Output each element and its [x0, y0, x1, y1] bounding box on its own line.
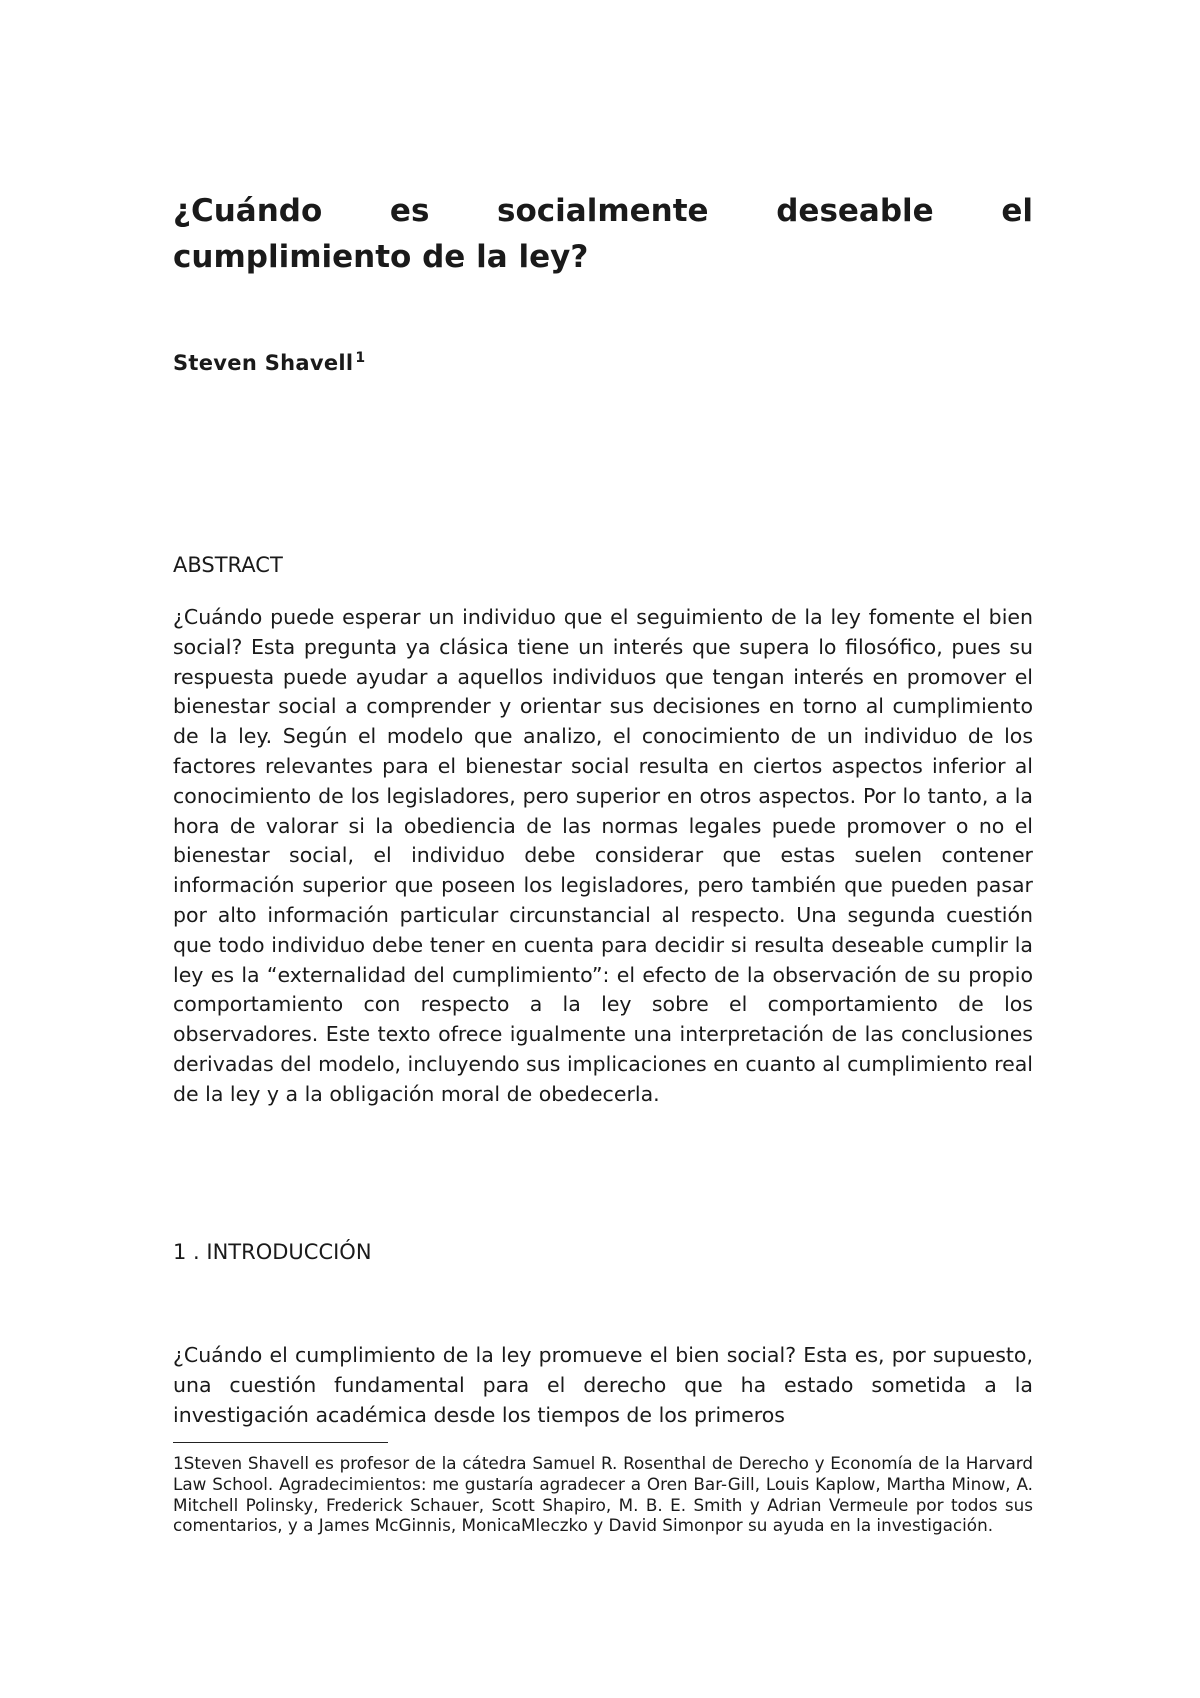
abstract-heading: ABSTRACT — [173, 553, 283, 577]
introduction-paragraph: ¿Cuándo el cumplimiento de la ley promueve el bien social? Esta es, por supuesto, una cuestión fundamental para el derecho que ha estado sometida a la investigación académica desde los tiempos de los primeros — [173, 1343, 1033, 1427]
introduction-heading: 1 . INTRODUCCIÓN — [173, 1240, 372, 1264]
footnote-text: 1Steven Shavell es profesor de la cátedra Samuel R. Rosenthal de Derecho y Economía de la Harvard Law School. Agradecimientos: me gustaría agradecer a Oren Bar-Gill, Louis Kaplow, Martha Minow, A. Mitchell Polinsky, Frederick Schauer, Scott Shapiro, M. B. E. Smith y Adrian Vermeule por todos sus comentarios, y a James McGinnis, MonicaMleczko y David Simonpor su ayuda en la investigación. — [173, 1453, 1033, 1536]
title-line-2: cumplimiento de la ley? — [173, 239, 589, 275]
title-line-1: ¿Cuándo es socialmente deseable el — [173, 193, 1033, 229]
footnote-separator — [173, 1442, 388, 1443]
abstract-paragraph: ¿Cuándo puede esperar un individuo que el seguimiento de la ley fomente el bien social? Esta pregunta ya clásica tiene un interés que supera lo filosófico, pues su respuesta puede ayudar a aquellos individuos que tengan interés en promover el bienestar social a comprender y orientar sus decisiones en torno al cumplimiento de la ley. Según el modelo que analizo, el conocimiento de un individuo de los factores relevantes para el bienestar social resulta en ciertos aspectos inferior al conocimiento de los legisladores, pero superior en otros aspectos. Por lo tanto, a la hora de valorar si la obediencia de las normas legales puede promover o no el bienestar social, el individuo debe considerar que estas suelen contener información superior que poseen los legisladores, pero también que pueden pasar por alto información particular circunstancial al respecto. Una segunda cuestión que todo individuo debe tener en cuenta para decidir si resulta deseable cumplir la ley es la “externalidad del cumplimiento”: el efecto de la observación de su propio comportamiento con respecto a la ley sobre el comportamiento de los observadores. Este texto ofrece igualmente una interpretación de las conclusiones derivadas del modelo, incluyendo sus implicaciones en cuanto al cumplimiento real de la ley y a la obligación moral de obedecerla. — [173, 605, 1033, 1106]
author-name: Steven Shavell — [173, 351, 354, 375]
author-footnote-mark: 1 — [355, 350, 366, 366]
document-title — [173, 188, 1033, 280]
author-line — [173, 350, 365, 375]
